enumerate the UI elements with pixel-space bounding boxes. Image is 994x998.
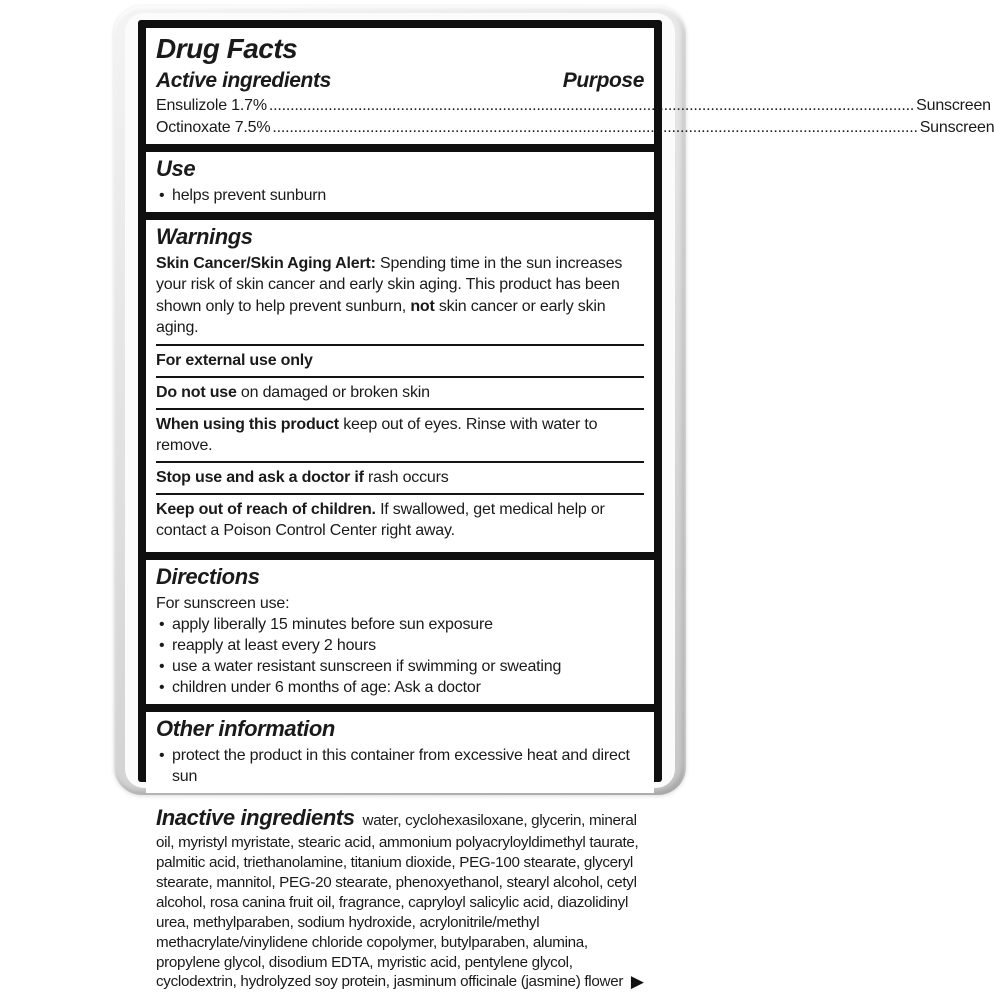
warning-rule [156, 493, 644, 545]
ingredient-name: Octinoxate 7.5% [156, 118, 271, 136]
section-warnings [146, 220, 654, 551]
product-package [114, 6, 994, 992]
inactive-ingredients-paragraph [156, 804, 644, 992]
directions-bullet: • reapply at least every 2 hours [156, 635, 644, 656]
continuation-arrow-icon: ▶ [630, 972, 644, 992]
directions-heading: Directions [156, 563, 260, 589]
alert-bold-lead: Skin Cancer/Skin Aging Alert: [156, 255, 376, 273]
warning-rule-bold: Keep out of reach of children. [156, 501, 376, 519]
other-information-heading: Other information [156, 716, 335, 742]
use-heading: Use [156, 156, 196, 182]
warning-rule-bold: For external use only [156, 351, 313, 369]
dot-leader [272, 117, 917, 139]
warnings-heading: Warnings [156, 224, 253, 250]
ingredient-purpose: Sunscreen [919, 118, 994, 136]
active-ingredient-row [156, 117, 994, 139]
skin-cancer-alert [156, 253, 644, 342]
warning-rule-bold: When using this product [156, 415, 339, 433]
warning-rule-text: keep out of eyes. Rinse with water to remove. [156, 415, 598, 455]
alert-text-2: skin cancer or early skin aging. [156, 297, 606, 336]
section-use [146, 152, 654, 212]
directions-intro: For sunscreen use: [156, 594, 290, 612]
ingredient-name: Ensulizole 1.7% [156, 97, 267, 114]
other-information-bullet: • protect the product in this container from excessive heat and direct sun [156, 745, 644, 787]
warning-rule-text: rash occurs [368, 469, 449, 487]
inactive-ingredients-heading: Inactive ingredients [156, 805, 355, 831]
warning-rule [156, 408, 644, 460]
warning-rule [156, 461, 644, 492]
warning-rule [156, 376, 644, 407]
inactive-ingredients-list: water, cyclohexasiloxane, glycerin, mineral oil, myristyl myristate, stearic acid, ammonium polyacryloyldimethyl taurate, palmitic acid, triethanolamine, titanium dioxide, PEG-100 stearate, glyceryl stearate, mannitol, PEG-20 stearate, phenoxyethanol, stearyl alcohol, cetyl alcohol, rosa canina fruit oil, fragrance, capryloyl salicylic acid, diazolidinyl urea, methylparaben, sodium hydroxide, acrylonitrile/methyl methacrylate/vinylidene chloride copolymer, butylparaben, alumina, propylene glycol, disodium EDTA, myristic acid, pentylene glycol, cyclodextrin, hydrolyzed soy protein, jasminum officinale (jasmine) flower [156, 812, 639, 991]
active-ingredients-heading: Active ingredients [156, 69, 331, 92]
active-ingredient-row [156, 95, 991, 117]
section-other-information [146, 712, 654, 793]
warning-rule-text: If swallowed, get medical help or contact a Poison Control Center right away. [156, 501, 605, 540]
alert-text-1: Spending time in the sun increases your risk of skin cancer and early skin aging. This product has been shown only to help prevent sunburn, [156, 255, 623, 315]
dot-leader [269, 95, 914, 117]
alert-bold-not: not [410, 297, 435, 315]
active-ingredients-header [156, 69, 644, 93]
directions-bullet: • use a water resistant sunscreen if swimming or sweating [156, 656, 644, 677]
warning-rule-bold: Do not use [156, 383, 237, 401]
section-directions [146, 560, 654, 705]
section-active-ingredients [146, 28, 994, 144]
warning-rule-bold: Stop use and ask a doctor if [156, 469, 364, 487]
drug-facts-label [138, 20, 994, 992]
ingredient-purpose: Sunscreen [916, 97, 991, 114]
warning-rule-text: on damaged or broken skin [240, 383, 430, 401]
directions-bullet: • apply liberally 15 minutes before sun exposure [156, 614, 644, 635]
purpose-heading: Purpose [562, 69, 644, 92]
drug-facts-title: Drug Facts [156, 33, 298, 64]
warning-rule [156, 344, 644, 375]
directions-bullet: • children under 6 months of age: Ask a doctor [156, 677, 644, 698]
section-inactive-ingredients [146, 801, 654, 998]
use-bullet: • helps prevent sunburn [156, 185, 644, 206]
